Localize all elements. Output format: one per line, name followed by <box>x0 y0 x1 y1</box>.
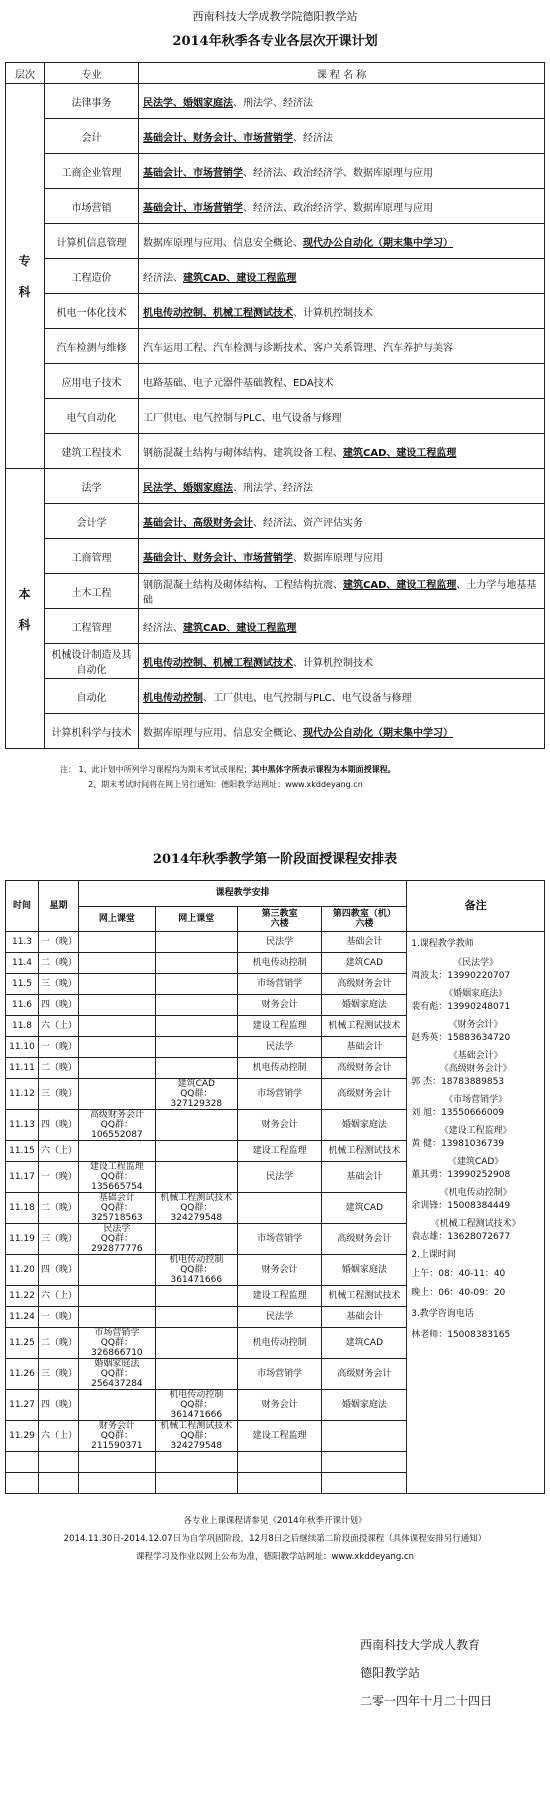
major-cell: 电气自动化 <box>45 399 139 434</box>
date-cell: 11.25 <box>6 1328 39 1359</box>
plan-row <box>6 224 545 259</box>
footer-line-3: 课程学习及作业以网上公布为准，德阳教学站网址：www.xkddeyang.cn <box>135 1552 415 1562</box>
online-1-cell <box>78 932 155 953</box>
class-time-morning: 上午：08：40-11：40 <box>411 1269 506 1279</box>
schedule-header-row-1 <box>6 881 545 907</box>
courses-cell <box>139 259 545 294</box>
remark-heading-phone: 3.教学咨询电话 <box>411 1309 474 1319</box>
room-3-cell: 机电传动控制 <box>237 953 322 974</box>
level-cell: 专 科 <box>6 84 45 469</box>
teacher-contact: 袁志雄：13628072677 <box>411 1232 511 1242</box>
online-2-cell <box>155 1328 237 1359</box>
courses-cell <box>139 154 545 189</box>
plan-row <box>6 189 545 224</box>
note-1-text: 1、此计划中所列学习课程均为期末考试或课程； <box>78 765 252 774</box>
major-cell: 会计学 <box>45 504 139 539</box>
major-cell: 工商管理 <box>45 539 139 574</box>
weekday-cell: 三（晚） <box>38 1079 78 1110</box>
room-4-cell: 高级财务会计 <box>322 974 407 995</box>
online-2-cell: 机电传动控制 QQ群：361471666 <box>155 1390 237 1421</box>
date-cell: 11.15 <box>6 1141 39 1162</box>
major-cell: 计算机信息管理 <box>45 224 139 259</box>
face-course-text: 建筑CAD、建设工程监理 <box>183 272 297 284</box>
course-text: 经济法、 <box>143 622 183 634</box>
header-remark: 备注 <box>407 881 545 932</box>
online-1-cell: 婚姻家庭法 QQ群：256437284 <box>78 1359 155 1390</box>
weekday-cell: 六（上） <box>38 1421 78 1452</box>
major-cell: 工程造价 <box>45 259 139 294</box>
courses-cell <box>139 364 545 399</box>
online-1-cell <box>78 1473 155 1494</box>
online-1-cell <box>78 1079 155 1110</box>
plan-row <box>6 714 545 749</box>
courses-cell <box>139 189 545 224</box>
header-online-1: 网上课堂 <box>78 906 155 932</box>
date-cell: 11.18 <box>6 1193 39 1224</box>
room-3-cell: 建设工程监理 <box>237 1141 322 1162</box>
signature-org-2: 德阳教学站 <box>360 1666 421 1680</box>
weekday-cell: 二（晚） <box>38 1328 78 1359</box>
major-cell: 机械设计制造及其自动化 <box>45 644 139 679</box>
weekday-cell: 一（晚） <box>38 1307 78 1328</box>
courses-cell <box>139 679 545 714</box>
course-text: 、数据库原理与应用 <box>293 552 383 564</box>
date-cell: 11.29 <box>6 1421 39 1452</box>
courses-cell <box>139 224 545 259</box>
online-2-cell <box>155 1224 237 1255</box>
room-4-cell: 高级财务会计 <box>322 1224 407 1255</box>
weekday-cell: 二（晚） <box>38 1193 78 1224</box>
room-4-cell: 高级财务会计 <box>322 1058 407 1079</box>
date-cell: 11.10 <box>6 1037 39 1058</box>
online-1-cell: 民法学 QQ群：292877776 <box>78 1224 155 1255</box>
online-1-cell: 建设工程监理 QQ群：135665754 <box>78 1162 155 1193</box>
weekday-cell: 六（上） <box>38 1016 78 1037</box>
date-cell: 11.5 <box>6 974 39 995</box>
weekday-cell: 四（晚） <box>38 1255 78 1286</box>
teacher-course: 《婚姻家庭法》 <box>444 989 508 999</box>
face-course-text: 建筑CAD、建设工程监理 <box>343 447 457 459</box>
weekday-cell: 二（晚） <box>38 953 78 974</box>
room-4-cell: 机械工程测试技术 <box>322 1141 407 1162</box>
course-text: 经济法、 <box>143 272 183 284</box>
weekday-cell: 一（晚） <box>38 932 78 953</box>
online-2-cell <box>155 1359 237 1390</box>
teacher-contact: 黄 健：13981036739 <box>411 1139 505 1149</box>
plan-row <box>6 679 545 714</box>
face-course-text: 建筑CAD、建设工程监理 <box>343 580 457 591</box>
online-2-cell <box>155 1162 237 1193</box>
face-course-text: 机电传动控制、机械工程测试技术 <box>143 657 293 669</box>
major-cell: 计算机科学与技术 <box>45 714 139 749</box>
remark-heading-teachers: 1.课程教学教师 <box>411 939 474 949</box>
face-course-text: 基础会计、财务会计、市场营销学 <box>143 552 293 564</box>
class-time-evening: 晚上：06：40-09：20 <box>411 1288 506 1298</box>
date-cell: 11.11 <box>6 1058 39 1079</box>
room-3-cell <box>237 1452 322 1473</box>
teacher-contact: 刘 旭：13550666009 <box>411 1108 505 1118</box>
courses-cell <box>139 434 545 469</box>
teacher-course: 《建设工程监理》 <box>439 1126 512 1136</box>
room-3-cell: 建设工程监理 <box>237 1421 322 1452</box>
teacher-contact: 余训锋：15008384449 <box>411 1201 511 1211</box>
online-2-cell <box>155 1016 237 1037</box>
courses-cell <box>139 644 545 679</box>
online-1-cell <box>78 1286 155 1307</box>
teacher-course: 《财务会计》 <box>448 1020 503 1030</box>
face-course-text: 民法学、婚姻家庭法 <box>143 482 233 494</box>
major-cell: 工商企业管理 <box>45 154 139 189</box>
course-text: 、土力学与地基基础 <box>143 580 537 606</box>
face-course-text: 建筑CAD、建设工程监理 <box>183 622 297 634</box>
online-1-cell <box>78 1390 155 1421</box>
major-cell: 工程管理 <box>45 609 139 644</box>
footer-line-1: 各专业上课课程请参见《2014年秋季开课计划》 <box>183 1516 367 1526</box>
online-2-cell <box>155 932 237 953</box>
weekday-cell: 三（晚） <box>38 1224 78 1255</box>
courses-cell <box>139 84 545 119</box>
face-course-text: 现代办公自动化（期末集中学习） <box>303 237 453 249</box>
major-cell: 法律事务 <box>45 84 139 119</box>
face-course-text: 现代办公自动化（期末集中学习） <box>303 727 453 739</box>
teacher-course: 《民法学》 <box>453 958 499 968</box>
room-3-cell: 市场营销学 <box>237 1359 322 1390</box>
courses-cell <box>139 714 545 749</box>
header-major: 专业 <box>45 63 139 84</box>
room-3-cell: 财务会计 <box>237 1255 322 1286</box>
weekday-cell: 六（上） <box>38 1141 78 1162</box>
plan-row <box>6 364 545 399</box>
plan-row <box>6 434 545 469</box>
course-text: 钢筋混凝土结构及砌体结构、工程结构抗震、 <box>143 580 343 591</box>
weekday-cell <box>38 1452 78 1473</box>
plan-notes <box>60 762 396 792</box>
weekday-cell: 四（晚） <box>38 1390 78 1421</box>
date-cell: 11.4 <box>6 953 39 974</box>
plan-row <box>6 399 545 434</box>
course-text: 汽车运用工程、汽车检测与诊断技术、客户关系管理、汽车养护与美容 <box>143 342 453 354</box>
teacher-contact: 裴有彪：13990248071 <box>411 1002 511 1012</box>
date-cell <box>6 1452 39 1473</box>
plan-row <box>6 154 545 189</box>
date-cell: 11.20 <box>6 1255 39 1286</box>
room-3-cell <box>237 1473 322 1494</box>
header-arrangement: 课程教学安排 <box>78 881 406 907</box>
online-2-cell <box>155 1307 237 1328</box>
face-course-text: 机电传动控制 <box>143 692 203 704</box>
courses-cell <box>139 119 545 154</box>
online-1-cell <box>78 1141 155 1162</box>
weekday-cell: 四（晚） <box>38 1110 78 1141</box>
online-2-cell <box>155 953 237 974</box>
header-time: 时间 <box>6 881 39 932</box>
room-3-cell: 民法学 <box>237 1037 322 1058</box>
face-course-text: 基础会计、市场营销学 <box>143 202 243 214</box>
courses-cell <box>139 294 545 329</box>
room-3-cell: 财务会计 <box>237 995 322 1016</box>
plan-header-row <box>6 63 545 84</box>
course-text: 、刑法学、经济法 <box>233 97 313 109</box>
online-1-cell: 市场营销学 QQ群：326866710 <box>78 1328 155 1359</box>
room-3-cell: 市场营销学 <box>237 1224 322 1255</box>
note-label: 注： <box>60 765 76 774</box>
note-line-2: 2、期末考试时间将在网上另行通知：德阳教学站网址：www.xkddeyang.cn <box>88 780 363 789</box>
weekday-cell: 六（上） <box>38 1286 78 1307</box>
courses-cell <box>139 609 545 644</box>
date-cell: 11.26 <box>6 1359 39 1390</box>
online-1-cell <box>78 1255 155 1286</box>
level-cell: 本 科 <box>6 469 45 749</box>
date-cell: 11.8 <box>6 1016 39 1037</box>
room-4-cell: 婚姻家庭法 <box>322 995 407 1016</box>
course-text: 、计算机控制技术 <box>293 307 373 319</box>
room-3-cell <box>237 1193 322 1224</box>
teacher-course: 《机械工程测试技术》 <box>430 1219 521 1229</box>
online-2-cell <box>155 1037 237 1058</box>
date-cell: 11.27 <box>6 1390 39 1421</box>
major-cell: 自动化 <box>45 679 139 714</box>
signature-date: 二零一四年十月二十四日 <box>360 1694 493 1708</box>
face-course-text: 基础会计、高级财务会计 <box>143 517 253 529</box>
online-1-cell <box>78 1037 155 1058</box>
course-plan-table <box>5 62 545 749</box>
online-2-cell: 机械工程测试技术 QQ群：324279548 <box>155 1193 237 1224</box>
weekday-cell <box>38 1473 78 1494</box>
room-4-cell: 机械工程测试技术 <box>322 1286 407 1307</box>
face-course-text: 基础会计、市场营销学 <box>143 167 243 179</box>
header-level: 层次 <box>6 63 45 84</box>
plan-row <box>6 329 545 364</box>
room-4-cell: 建筑CAD <box>322 1328 407 1359</box>
room-3-cell: 机电传动控制 <box>237 1328 322 1359</box>
courses-cell <box>139 469 545 504</box>
major-cell: 应用电子技术 <box>45 364 139 399</box>
plan-row <box>6 119 545 154</box>
teacher-course: 《机电传动控制》 <box>439 1188 512 1198</box>
face-course-text: 基础会计、财务会计、市场营销学 <box>143 132 293 144</box>
course-text: 、经济法、政治经济学、数据库原理与应用 <box>243 202 433 214</box>
schedule-table <box>5 880 545 1494</box>
room-4-cell: 婚姻家庭法 <box>322 1255 407 1286</box>
online-2-cell <box>155 1286 237 1307</box>
course-text: 、经济法 <box>293 132 333 144</box>
online-2-cell <box>155 1473 237 1494</box>
header-room-4: 第四教室（机） 六楼 <box>322 906 407 932</box>
plan-body <box>6 84 545 749</box>
teacher-contact: 郭 杰：18783889853 <box>411 1077 505 1087</box>
face-course-text: 机电传动控制、机械工程测试技术 <box>143 307 293 319</box>
plan-row <box>6 644 545 679</box>
courses-cell <box>139 574 545 609</box>
course-text: 、工厂供电、电气控制与PLC、电气设备与修理 <box>203 692 412 704</box>
date-cell: 11.3 <box>6 932 39 953</box>
date-cell <box>6 1473 39 1494</box>
teacher-contact: 董其勇：13990252908 <box>411 1170 511 1180</box>
major-cell: 汽车检测与维修 <box>45 329 139 364</box>
room-4-cell <box>322 1421 407 1452</box>
online-1-cell <box>78 974 155 995</box>
room-3-cell: 机电传动控制 <box>237 1058 322 1079</box>
room-4-cell: 高级财务会计 <box>322 1359 407 1390</box>
weekday-cell: 一（晚） <box>38 1162 78 1193</box>
major-cell: 市场营销 <box>45 189 139 224</box>
date-cell: 11.24 <box>6 1307 39 1328</box>
header-online-2: 网上课堂 <box>155 906 237 932</box>
course-text: 、经济法、政治经济学、数据库原理与应用 <box>243 167 433 179</box>
teacher-course: 《建筑CAD》 <box>447 1157 504 1167</box>
signature-org-1: 西南科技大学成人教育 <box>360 1638 481 1652</box>
online-1-cell: 高级财务会计 QQ群：106552087 <box>78 1110 155 1141</box>
weekday-cell: 二（晚） <box>38 1058 78 1079</box>
room-4-cell: 建筑CAD <box>322 1193 407 1224</box>
course-text: 数据库原理与应用、信息安全概论、 <box>143 727 303 739</box>
online-2-cell <box>155 1452 237 1473</box>
plan-row <box>6 469 545 504</box>
weekday-cell: 三（晚） <box>38 1359 78 1390</box>
room-4-cell: 基础会计 <box>322 1037 407 1058</box>
room-4-cell: 基础会计 <box>322 1162 407 1193</box>
online-2-cell: 建筑CAD QQ群：327129328 <box>155 1079 237 1110</box>
date-cell: 11.6 <box>6 995 39 1016</box>
date-cell: 11.13 <box>6 1110 39 1141</box>
course-text: 钢筋混凝土结构与砌体结构、建筑设备工程、 <box>143 447 343 459</box>
plan-row <box>6 84 545 119</box>
room-3-cell: 建设工程监理 <box>237 1286 322 1307</box>
online-1-cell <box>78 1058 155 1079</box>
teacher-course: 《基础会计》 《高级财务会计》 <box>439 1051 512 1074</box>
room-4-cell: 建筑CAD <box>322 953 407 974</box>
room-3-cell: 民法学 <box>237 1307 322 1328</box>
courses-cell <box>139 399 545 434</box>
date-cell: 11.17 <box>6 1162 39 1193</box>
date-cell: 11.12 <box>6 1079 39 1110</box>
weekday-cell: 四（晚） <box>38 995 78 1016</box>
room-4-cell: 基础会计 <box>322 1307 407 1328</box>
plan-row <box>6 574 545 609</box>
online-2-cell: 机械工程测试技术 QQ群：324279548 <box>155 1421 237 1452</box>
course-text: 数据库原理与应用、信息安全概论、 <box>143 237 303 249</box>
schedule-title: 2014年秋季教学第一阶段面授课程安排表 <box>152 852 398 867</box>
course-text: 、经济法、资产评估实务 <box>253 517 363 529</box>
school-header: 西南科技大学成教学院德阳教学站 <box>192 10 358 23</box>
plan-row <box>6 259 545 294</box>
online-1-cell: 基础会计 QQ群：325718563 <box>78 1193 155 1224</box>
room-4-cell: 婚姻家庭法 <box>322 1390 407 1421</box>
weekday-cell: 一（晚） <box>38 1037 78 1058</box>
online-2-cell <box>155 1058 237 1079</box>
online-2-cell <box>155 974 237 995</box>
teacher-course: 《市场营销学》 <box>444 1095 508 1105</box>
note-line-1 <box>60 762 396 777</box>
footer-line-2: 2014.11.30日-2014.12.07日为自学巩固阶段，12月8日之后继续第二阶段面授课程（具体课程安排另行通知） <box>63 1534 487 1544</box>
schedule-row <box>6 932 545 953</box>
online-2-cell <box>155 1110 237 1141</box>
major-cell: 建筑工程技术 <box>45 434 139 469</box>
room-4-cell: 高级财务会计 <box>322 1079 407 1110</box>
room-3-cell: 市场营销学 <box>237 1079 322 1110</box>
plan-row <box>6 504 545 539</box>
major-cell: 土木工程 <box>45 574 139 609</box>
course-text: 、计算机控制技术 <box>293 657 373 669</box>
teacher-contact: 赵秀英：15883634720 <box>411 1033 511 1043</box>
room-4-cell: 基础会计 <box>322 932 407 953</box>
online-1-cell: 财务会计 QQ群：211590371 <box>78 1421 155 1452</box>
plan-row <box>6 539 545 574</box>
plan-title: 2014年秋季各专业各层次开课计划 <box>172 34 378 49</box>
room-3-cell: 财务会计 <box>237 1390 322 1421</box>
courses-cell <box>139 329 545 364</box>
course-text: 、刑法学、经济法 <box>233 482 313 494</box>
room-4-cell <box>322 1473 407 1494</box>
online-1-cell <box>78 1016 155 1037</box>
room-3-cell: 建设工程监理 <box>237 1016 322 1037</box>
major-cell: 机电一体化技术 <box>45 294 139 329</box>
courses-cell <box>139 504 545 539</box>
online-1-cell <box>78 995 155 1016</box>
courses-cell <box>139 539 545 574</box>
face-course-text: 民法学、婚姻家庭法 <box>143 97 233 109</box>
major-cell: 会计 <box>45 119 139 154</box>
room-3-cell: 民法学 <box>237 932 322 953</box>
remark-cell <box>407 932 545 1494</box>
date-cell: 11.19 <box>6 1224 39 1255</box>
plan-row <box>6 609 545 644</box>
header-room-3: 第三教室 六楼 <box>237 906 322 932</box>
date-cell: 11.22 <box>6 1286 39 1307</box>
online-1-cell <box>78 1452 155 1473</box>
room-4-cell: 婚姻家庭法 <box>322 1110 407 1141</box>
room-3-cell: 民法学 <box>237 1162 322 1193</box>
room-3-cell: 财务会计 <box>237 1110 322 1141</box>
room-4-cell <box>322 1452 407 1473</box>
consult-phone: 林老师：15008383165 <box>411 1330 511 1340</box>
online-2-cell: 机电传动控制 QQ群：361471666 <box>155 1255 237 1286</box>
online-1-cell <box>78 1307 155 1328</box>
course-text: 工厂供电、电气控制与PLC、电气设备与修理 <box>143 412 342 424</box>
schedule-body <box>6 881 545 1494</box>
remark-heading-time: 2.上课时间 <box>411 1250 456 1260</box>
header-weekday: 星期 <box>38 881 78 932</box>
online-2-cell <box>155 995 237 1016</box>
note-1-bold: 其中黑体字所表示课程为本期面授课程。 <box>251 765 396 774</box>
online-2-cell <box>155 1141 237 1162</box>
teacher-contact: 周波太：13990220707 <box>411 971 511 981</box>
room-3-cell: 市场营销学 <box>237 974 322 995</box>
header-courses: 课 程 名 称 <box>139 63 545 84</box>
major-cell: 法学 <box>45 469 139 504</box>
weekday-cell: 三（晚） <box>38 974 78 995</box>
course-text: 电路基础、电子元器件基础教程、EDA技术 <box>143 377 334 389</box>
plan-row <box>6 294 545 329</box>
online-1-cell <box>78 953 155 974</box>
room-4-cell: 机械工程测试技术 <box>322 1016 407 1037</box>
